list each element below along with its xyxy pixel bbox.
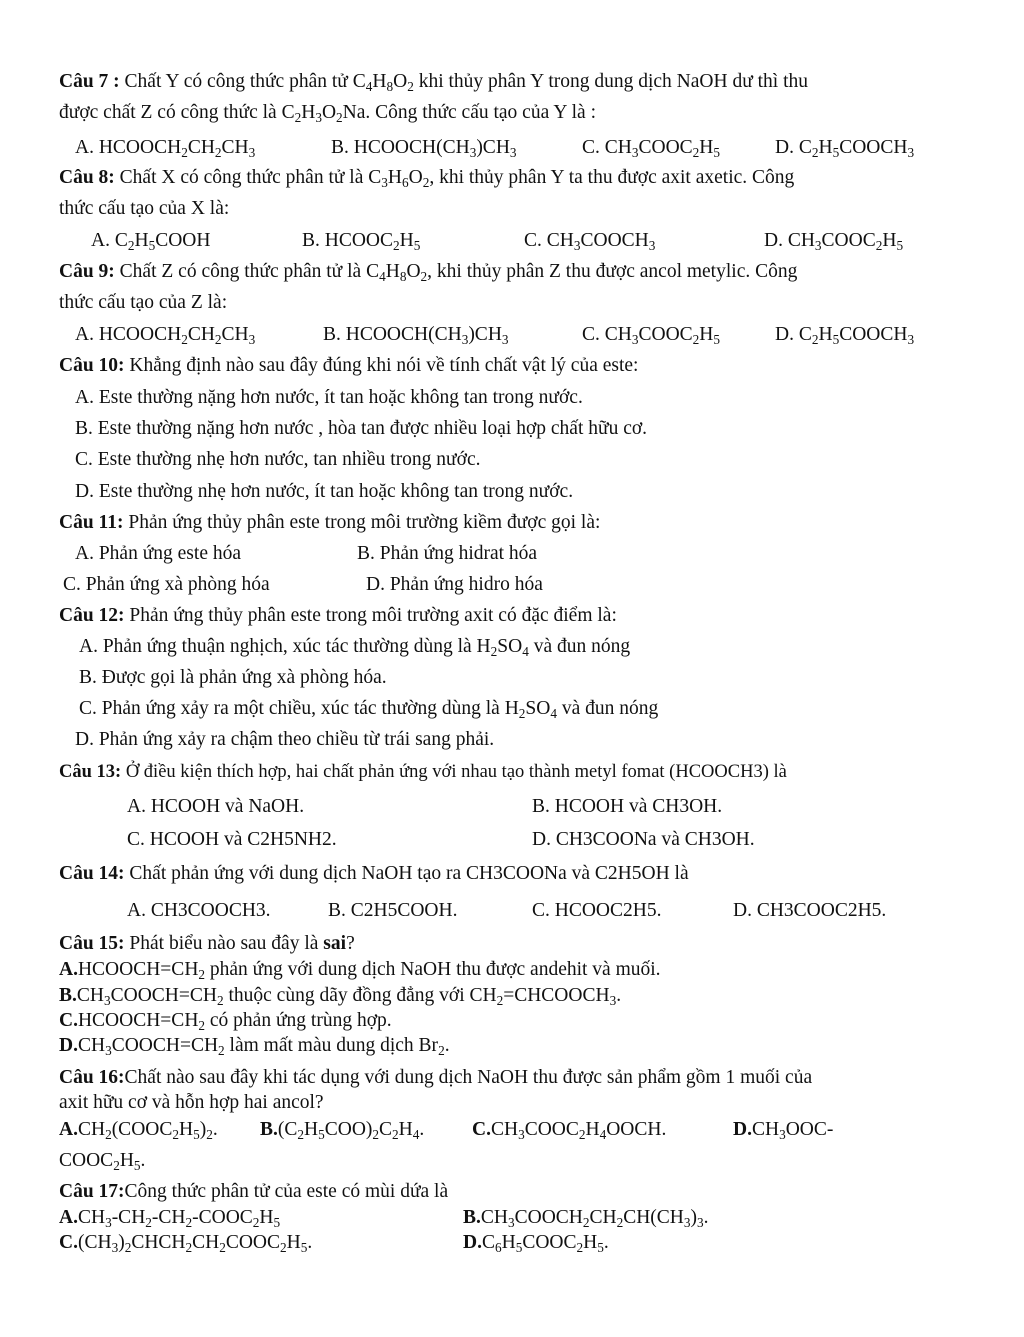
q7-option-a: A. $HCOOCH_2CH_2CH_3$ (75, 137, 256, 160)
q8-option-b: B. $HCOOC_2H_5$ (302, 230, 421, 253)
q9-option-c: C. $CH_3COOC_2H_5$ (582, 324, 721, 347)
q11-stem: Câu 11: Phản ứng thủy phân este trong môi trường kiềm được gọi là: (59, 512, 601, 533)
q16-option-b: $B.(C_2H_5COO)_2C_2H_4$. (260, 1119, 425, 1142)
q8-stem-line-2: thức cấu tạo của X là: (59, 198, 230, 219)
q12-label: Câu 12: (59, 605, 125, 626)
q10-stem: Câu 10: Khẳng định nào sau đây đúng khi nói về tính chất vật lý của este: (59, 355, 639, 376)
q7-stem-line-1: Câu 7 : Chất Y có công thức phân tử $C_4H_8O_2$ khi thủy phân Y trong dung dịch NaOH dư thì thu (59, 71, 809, 94)
q7-label: Câu 7 : (59, 71, 120, 92)
q16-option-c: $C.CH_3COOC_2H_4OOCH$. (472, 1119, 667, 1142)
q11-option-b: B. Phản ứng hidrat hóa (357, 543, 538, 564)
q11-label: Câu 11: (59, 512, 124, 533)
q15-option-a: $A.HCOOCH=CH_2$ phản ứng với dung dịch NaOH thu được andehit và muối. (59, 959, 661, 982)
q12-stem: Câu 12: Phản ứng thủy phân este trong môi trường axit có đặc điểm là: (59, 605, 617, 626)
q16-option-d-continued: $COOC_2H_5$. (59, 1150, 146, 1173)
q13-option-c: C. HCOOH và C2H5NH2. (127, 829, 337, 850)
q11-option-a: A. Phản ứng este hóa (75, 543, 241, 564)
q12-option-b: B. Được gọi là phản ứng xà phòng hóa. (79, 667, 387, 688)
q16-option-a: $A.CH_2(COOC_2H_5)_2$. (59, 1119, 218, 1142)
q8-option-a: A. $C_2H_5COOH$ (91, 230, 211, 253)
q17-option-b: $B.CH_3COOCH_2CH_2CH(CH_3)_3$. (463, 1207, 709, 1230)
q15-option-d: $D.CH_3COOCH=CH_2$ làm mất màu dung dịch $Br_2$. (59, 1035, 450, 1058)
q16-label: Câu 16: (59, 1067, 125, 1088)
q15-label: Câu 15: (59, 933, 125, 954)
q12-option-a: A. Phản ứng thuận nghịch, xúc tác thường dùng là $H_2SO_4$ và đun nóng (79, 636, 631, 659)
q17-stem: Câu 17:Công thức phân tử của este có mùi dứa là (59, 1181, 449, 1202)
q16-option-d: $D.CH_3OOC-$ (733, 1119, 834, 1142)
q14-option-c: C. HCOOC2H5. (532, 900, 662, 921)
q9-option-b: B. $HCOOCH(CH_3)CH_3$ (323, 324, 509, 347)
q10-option-a: A. Este thường nặng hơn nước, ít tan hoặc không tan trong nước. (75, 387, 583, 408)
q8-option-d: D. $CH_3COOC_2H_5$ (764, 230, 904, 253)
q7-stem-line-2: được chất Z có công thức là $C_2H_3O_2Na$. Công thức cấu tạo của Y là : (59, 102, 596, 125)
q17-option-c: $C.(CH_3)_2CHCH_2CH_2COOC_2H_5$. (59, 1232, 313, 1255)
q11-option-d: D. Phản ứng hidro hóa (366, 574, 543, 595)
q10-option-b: B. Este thường nặng hơn nước , hòa tan được nhiều loại hợp chất hữu cơ. (75, 418, 648, 439)
q15-option-c: $C.HCOOCH=CH_2$ có phản ứng trùng hợp. (59, 1010, 392, 1033)
q9-option-d: D. $C_2H_5COOCH_3$ (775, 324, 915, 347)
q12-option-c: C. Phản ứng xảy ra một chiều, xúc tác thường dùng là $H_2SO_4$ và đun nóng (79, 698, 659, 721)
q13-option-d: D. CH3COONa và CH3OH. (532, 829, 755, 850)
q17-option-a: $A.CH_3-CH_2-CH_2-COOC_2H_5$ (59, 1207, 281, 1230)
q14-stem: Câu 14: Chất phản ứng với dung dịch NaOH tạo ra CH3COONa và C2H5OH là (59, 863, 689, 884)
q15-option-b: $B.CH_3COOCH=CH_2$ thuộc cùng dãy đồng đẳng với $CH_2=CHCOOCH_3$. (59, 985, 622, 1008)
q10-label: Câu 10: (59, 355, 125, 376)
q13-option-a: A. HCOOH và NaOH. (127, 796, 305, 817)
q17-option-d: $D.C_6H_5COOC_2H_5$. (463, 1232, 609, 1255)
q14-option-b: B. C2H5COOH. (328, 900, 458, 921)
q9-label: Câu 9: (59, 261, 115, 282)
q14-label: Câu 14: (59, 863, 125, 884)
q17-label: Câu 17: (59, 1181, 125, 1202)
q13-label: Câu 13: (59, 762, 122, 782)
q7-option-c: C. $CH_3COOC_2H_5$ (582, 137, 721, 160)
q13-stem: Câu 13: Ở điều kiện thích hợp, hai chất phản ứng với nhau tạo thành metyl fomat (HCOOCH3) là (59, 762, 787, 782)
q7-option-d: D. $C_2H_5COOCH_3$ (775, 137, 915, 160)
q12-option-d: D. Phản ứng xảy ra chậm theo chiều từ trái sang phải. (75, 729, 495, 750)
q8-option-c: C. $CH_3COOCH_3$ (524, 230, 656, 253)
q14-option-a: A. CH3COOCH3. (127, 900, 271, 921)
q14-option-d: D. CH3COOC2H5. (733, 900, 887, 921)
q13-option-b: B. HCOOH và CH3OH. (532, 796, 723, 817)
q10-option-c: C. Este thường nhẹ hơn nước, tan nhiều trong nước. (75, 449, 481, 470)
q10-option-d: D. Este thường nhẹ hơn nước, ít tan hoặc không tan trong nước. (75, 481, 574, 502)
q9-stem-line-1: Câu 9: Chất Z có công thức phân tử là $C_4H_8O_2$, khi thủy phân Z thu được ancol metylic. Công (59, 261, 798, 284)
q9-option-a: A. $HCOOCH_2CH_2CH_3$ (75, 324, 256, 347)
q8-stem-line-1: Câu 8: Chất X có công thức phân tử là $C_3H_6O_2$, khi thủy phân Y ta thu được axit axetic. Công (59, 167, 795, 190)
q7-option-b: B. $HCOOCH(CH_3)CH_3$ (331, 137, 517, 160)
q16-stem-line-2: axit hữu cơ và hỗn hợp hai ancol? (59, 1092, 324, 1113)
q8-label: Câu 8: (59, 167, 115, 188)
q9-stem-line-2: thức cấu tạo của Z là: (59, 292, 228, 313)
q11-option-c: C. Phản ứng xà phòng hóa (63, 574, 270, 595)
q16-stem-line-1: Câu 16:Chất nào sau đây khi tác dụng với dung dịch NaOH thu được sản phẩm gồm 1 muối của (59, 1067, 813, 1088)
q15-stem: Câu 15: Phát biểu nào sau đây là sai? (59, 933, 355, 954)
